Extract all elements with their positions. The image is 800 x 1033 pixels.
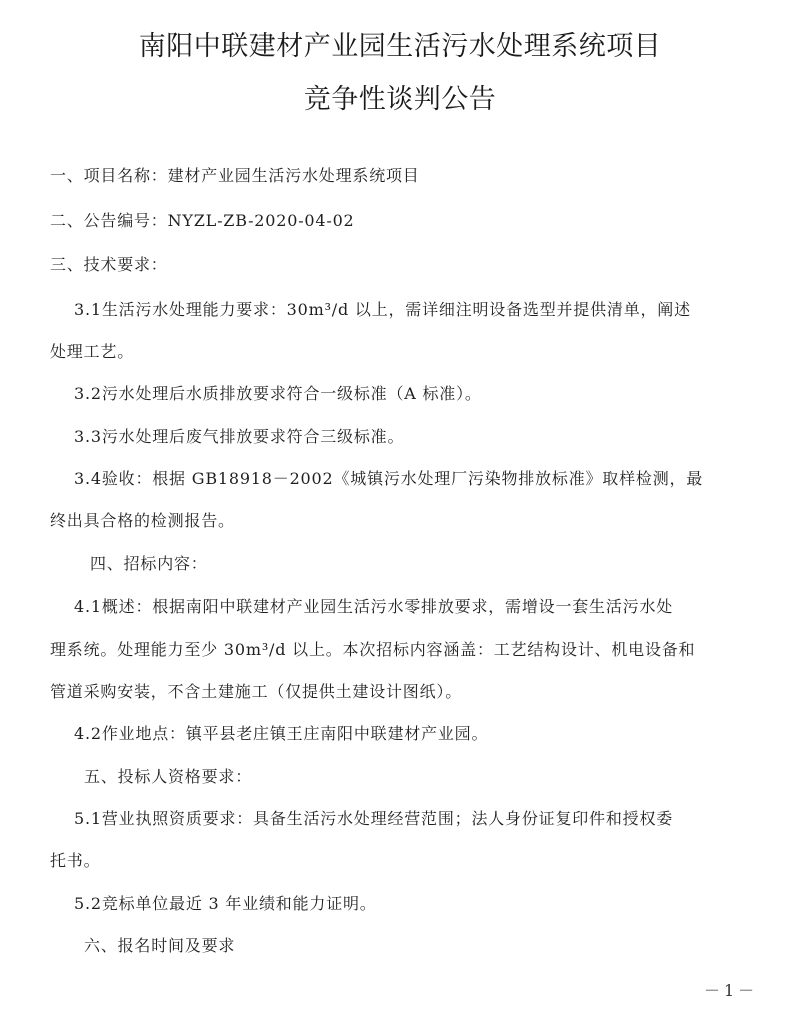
document-subtitle: 竞争性谈判公告 — [303, 84, 497, 115]
paragraph-4-1-line-2: 理系统。处理能力至少 30m³/d 以上。本次招标内容涵盖：工艺结构设计、机电设备和 — [50, 640, 696, 659]
section-5-heading: 五、投标人资格要求： — [84, 767, 253, 786]
paragraph-3-2: 3.2污水处理后水质排放要求符合一级标准（A 标准）。 — [74, 384, 482, 403]
paragraph-3-3: 3.3污水处理后废气排放要求符合三级标准。 — [74, 427, 405, 446]
paragraph-3-1-line-2: 处理工艺。 — [50, 342, 135, 361]
paragraph-3-4-line-1: 3.4验收：根据 GB18918－2002《城镇污水处理厂污染物排放标准》取样检测，最 — [74, 469, 704, 488]
paragraph-4-1-line-3: 管道采购安装，不含土建施工（仅提供土建设计图纸）。 — [50, 682, 463, 701]
paragraph-3-1-line-1: 3.1生活污水处理能力要求：30m³/d 以上，需详细注明设备选型并提供清单，阐述 — [74, 300, 691, 319]
paragraph-5-2: 5.2竞标单位最近 3 年业绩和能力证明。 — [74, 894, 377, 913]
section-3-heading: 三、技术要求： — [50, 255, 168, 274]
page-number: －1－ — [704, 981, 759, 1000]
document-title: 南阳中联建材产业园生活污水处理系统项目 — [138, 31, 662, 62]
section-2-announcement-number: 二、公告编号：NYZL-ZB-2020-04-02 — [50, 211, 355, 230]
paragraph-4-2: 4.2作业地点：镇平县老庄镇王庄南阳中联建材产业园。 — [74, 724, 489, 743]
paragraph-5-1-line-2: 托书。 — [50, 851, 101, 870]
section-4-heading: 四、招标内容： — [90, 554, 208, 573]
section-6-heading: 六、报名时间及要求 — [84, 936, 236, 955]
paragraph-3-4-line-2: 终出具合格的检测报告。 — [50, 511, 235, 530]
section-1-project-name: 一、项目名称：建材产业园生活污水处理系统项目 — [50, 166, 420, 185]
paragraph-5-1-line-1: 5.1营业执照资质要求：具备生活污水处理经营范围；法人身份证复印件和授权委 — [74, 809, 674, 828]
paragraph-4-1-line-1: 4.1概述：根据南阳中联建材产业园生活污水零排放要求，需增设一套生活污水处 — [74, 597, 674, 616]
